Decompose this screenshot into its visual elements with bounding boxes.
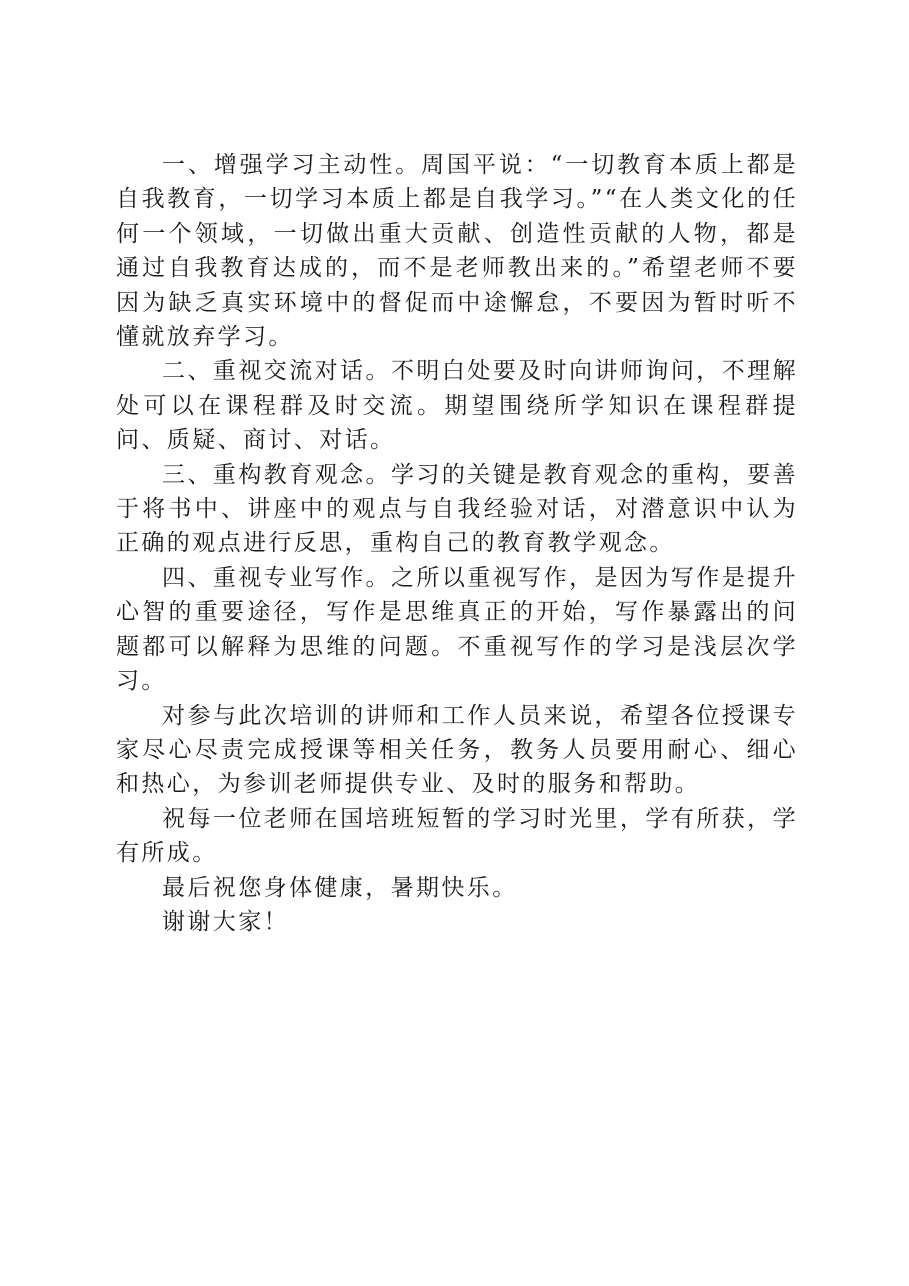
paragraph-communication-dialogue: 二、重视交流对话。不明白处要及时向讲师询问，不理解处可以在课程群及时交流。期望围绕所学知识在课程群提问、质疑、商讨、对话。 [116, 358, 798, 454]
paragraph-staff-expectations: 对参与此次培训的讲师和工作人员来说，希望各位授课专家尽心尽责完成授课等相关任务，教务人员要用耐心、细心和热心，为参训老师提供专业、及时的服务和帮助。 [116, 702, 798, 798]
paragraph-closing-wish: 最后祝您身体健康，暑期快乐。 [162, 874, 518, 901]
document-body [116, 148, 798, 939]
paragraph-wishes: 祝每一位老师在国培班短暂的学习时光里，学有所获，学有所成。 [116, 805, 798, 867]
paragraph-reconstruct-concepts: 三、重构教育观念。学习的关键是教育观念的重构，要善于将书中、讲座中的观点与自我经验对话，对潜意识中认为正确的观点进行反思，重构自己的教育教学观念。 [116, 461, 798, 557]
paragraph-professional-writing: 四、重视专业写作。之所以重视写作，是因为写作是提升心智的重要途径，写作是思维真正的开始，写作暴露出的问题都可以解释为思维的问题。不重视写作的学习是浅层次学习。 [116, 564, 798, 695]
paragraph-strengthen-initiative: 一、增强学习主动性。周国平说：“一切教育本质上都是自我教育，一切学习本质上都是自我学习。”“在人类文化的任何一个领域，一切做出重大贡献、创造性贡献的人物，都是通过自我教育达成的，而不是老师教出来的。”希望老师不要因为缺乏真实环境中的督促而中途懈怠，不要因为暂时听不懂就放弃学习。 [116, 152, 798, 351]
paragraph-thanks: 谢谢大家！ [162, 908, 289, 935]
